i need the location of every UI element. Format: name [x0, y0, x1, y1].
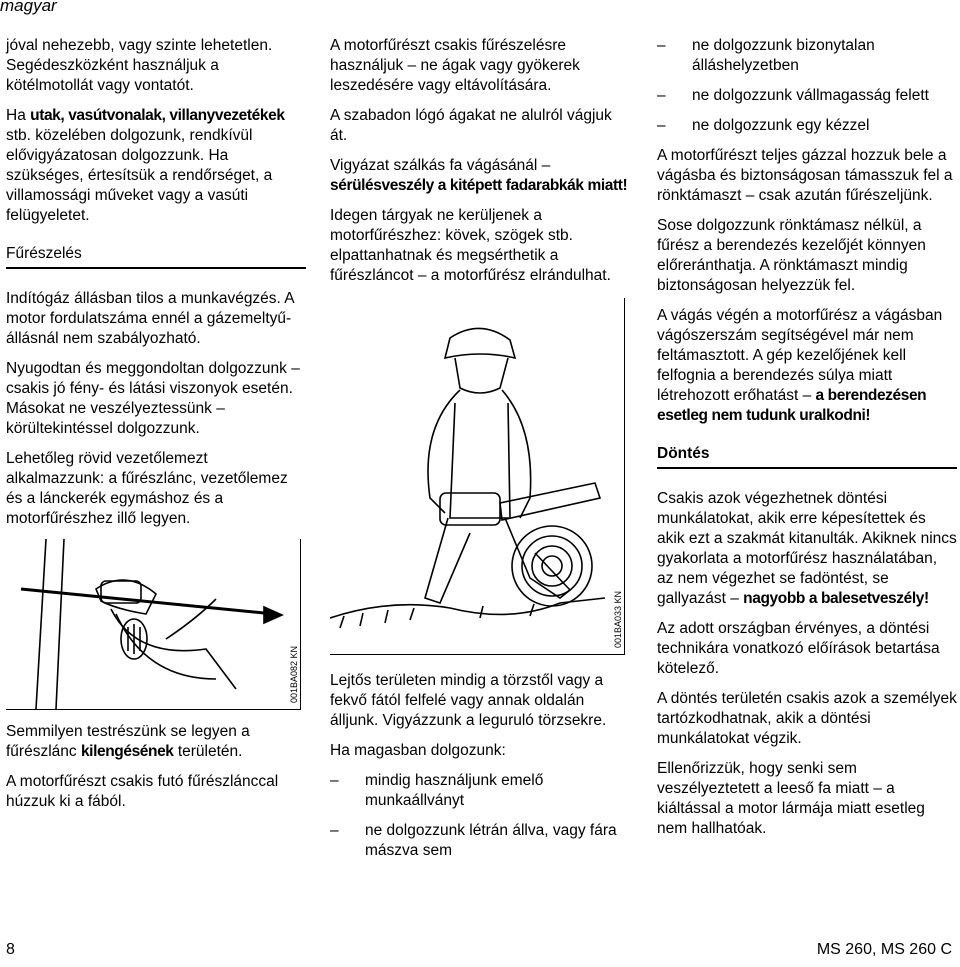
paragraph — [6, 106, 306, 226]
paragraph — [6, 722, 306, 762]
paragraph: jóval nehezebb, vagy szinte lehetetlen. Segédeszközként használjuk a kötélmotollát vagy vontatót. — [6, 37, 273, 94]
dash-text: ne dolgozzunk egy kézzel — [692, 117, 870, 134]
dash-list-item — [657, 36, 957, 76]
paragraph: Sose dolgozzunk rönktámasz nélkül, a fűrész a berendezés kezelőjét könnyen előreránthatja. A rönktámaszt mindig biztonságosan helyezzük fel. — [657, 217, 926, 294]
paragraph: Idegen tárgyak ne kerüljenek a motorfűrészhez: kövek, szögek stb. elpattanhatnak és megsérthetik a fűrészláncot – a motorfűrész elrándulhat. — [330, 207, 611, 284]
paragraph — [657, 306, 957, 426]
paragraph: Az adott országban érvényes, a döntési technikára vonatkozó előírások betartása kötelező. — [657, 620, 940, 677]
figure-code: 001BA033 KN — [613, 590, 623, 648]
model-name: MS 260, MS 260 C — [816, 941, 952, 958]
paragraph — [657, 489, 957, 609]
dash-list-item — [657, 86, 957, 106]
figure-code: 001BA082 KN — [289, 645, 299, 703]
section-heading: Fűrészelés — [6, 244, 306, 269]
paragraph: A szabadon lógó ágakat ne alulról vágjuk át. — [330, 107, 612, 144]
language-label: magyar — [0, 0, 57, 15]
column-1 — [6, 36, 306, 822]
paragraph: Ha magasban dolgozunk: — [330, 742, 506, 759]
text: Vigyázat szálkás fa vágásánál – — [330, 157, 551, 174]
emphasis: kilengésének — [80, 743, 174, 760]
emphasis: sérülésveszély a kitépett fadarabkák miatt! — [330, 177, 628, 194]
dash-list-item — [330, 821, 630, 861]
paragraph: A döntés területén csakis azok a személyek tartózkodhatnak, akik a döntési munkálatokat végzik. — [657, 690, 957, 747]
dash-marker: – — [330, 822, 339, 839]
page-number: 8 — [6, 941, 15, 958]
dash-text: ne dolgozzunk vállmagasság felett — [692, 87, 929, 104]
paragraph: Lejtős területen mindig a törzstől vagy a fekvő fától felfelé vagy annak oldalán álljunk. Vigyázzunk a leguruló törzsekre. — [330, 672, 607, 729]
text: Semmilyen testrészünk se legyen a fűrészlánc — [6, 723, 250, 760]
chainsaw-pull-illustration — [6, 539, 300, 709]
dash-marker: – — [330, 772, 339, 789]
paragraph: Indítógáz állásban tilos a munkavégzés. A motor fordulatszáma ennél a gázemeltyű-állásnál nem szabályozható. — [6, 290, 294, 347]
text: stb. közelében dolgozunk, rendkívül elővigyázatosan dolgozzunk. Ha szükséges, értesítsük a rendőrséget, a villamossági műveket vagy a vasúti felügyeletet. — [6, 127, 273, 224]
section-heading: Döntés — [657, 444, 957, 469]
paragraph: Ellenőrizzük, hogy senki sem veszélyeztetett a leeső fa miatt – a kiáltással a motor lármája miatt esetleg nem hallhatóak. — [657, 760, 925, 837]
dash-text: ne dolgozzunk létrán állva, vagy fára mászva sem — [365, 822, 617, 859]
paragraph: A motorfűrészt csakis futó fűrészlánccal húzzuk ki a fából. — [6, 773, 279, 810]
dash-text: mindig használjunk emelő munkaállványt — [365, 772, 544, 809]
paragraph: Lehetőleg rövid vezetőlemezt alkalmazzunk: a fűrészlánc, vezetőlemez és a lánckerék egymáshoz és a motorfűrészhez illő legyen. — [6, 450, 288, 527]
paragraph: A motorfűrészt teljes gázzal hozzuk bele a vágásba és biztonságosan támasszuk fel a rönktámaszt – csak azután fűrészeljünk. — [657, 147, 953, 204]
paragraph — [330, 156, 630, 196]
emphasis: nagyobb a balesetveszély! — [743, 590, 929, 607]
dash-marker: – — [657, 117, 666, 134]
emphasis: a berendezésen esetleg nem tudunk uralkodni! — [657, 387, 927, 424]
illustration-chain-kickback — [6, 539, 301, 710]
dash-list-item — [657, 116, 957, 136]
dash-marker: – — [657, 37, 666, 54]
paragraph: Nyugodtan és meggondoltan dolgozzunk – csakis jó fény- és látási viszonyok esetén. Másokat ne veszélyeztessünk – körültekintéssel dolgozzunk. — [6, 360, 300, 437]
column-3 — [657, 36, 957, 849]
worker-cutting-log-illustration — [330, 298, 624, 654]
emphasis: utak, vasútvonalak, villanyvezetékek — [30, 107, 285, 124]
text: Ha — [6, 107, 31, 124]
text: Csakis azok végezhetnek döntési munkálatokat, akik erre képesítettek és akik ezt a szakmát kitanulták. Akiknek nincs gyakorlata a motorfűrész használatában, az nem végezhet se fadöntést, se gallyazást – — [657, 490, 957, 607]
text: A vágás végén a motorfűrész a vágásban vágószerszám segítségével már nem feltámasztott. A gép kezelőjének kell felfognia a berendezés súlya miatt létrehozott erőhatást – — [657, 307, 943, 404]
illustration-cutting-log — [330, 298, 625, 655]
dash-list-item — [330, 771, 630, 811]
column-2 — [330, 36, 630, 871]
dash-text: ne dolgozzunk bizonytalan álláshelyzetben — [692, 37, 875, 74]
paragraph: A motorfűrészt csakis fűrészelésre használjuk – ne ágak vagy gyökerek leszedésére vagy eltávolítására. — [330, 37, 580, 94]
dash-marker: – — [657, 87, 666, 104]
text: területén. — [173, 743, 243, 760]
